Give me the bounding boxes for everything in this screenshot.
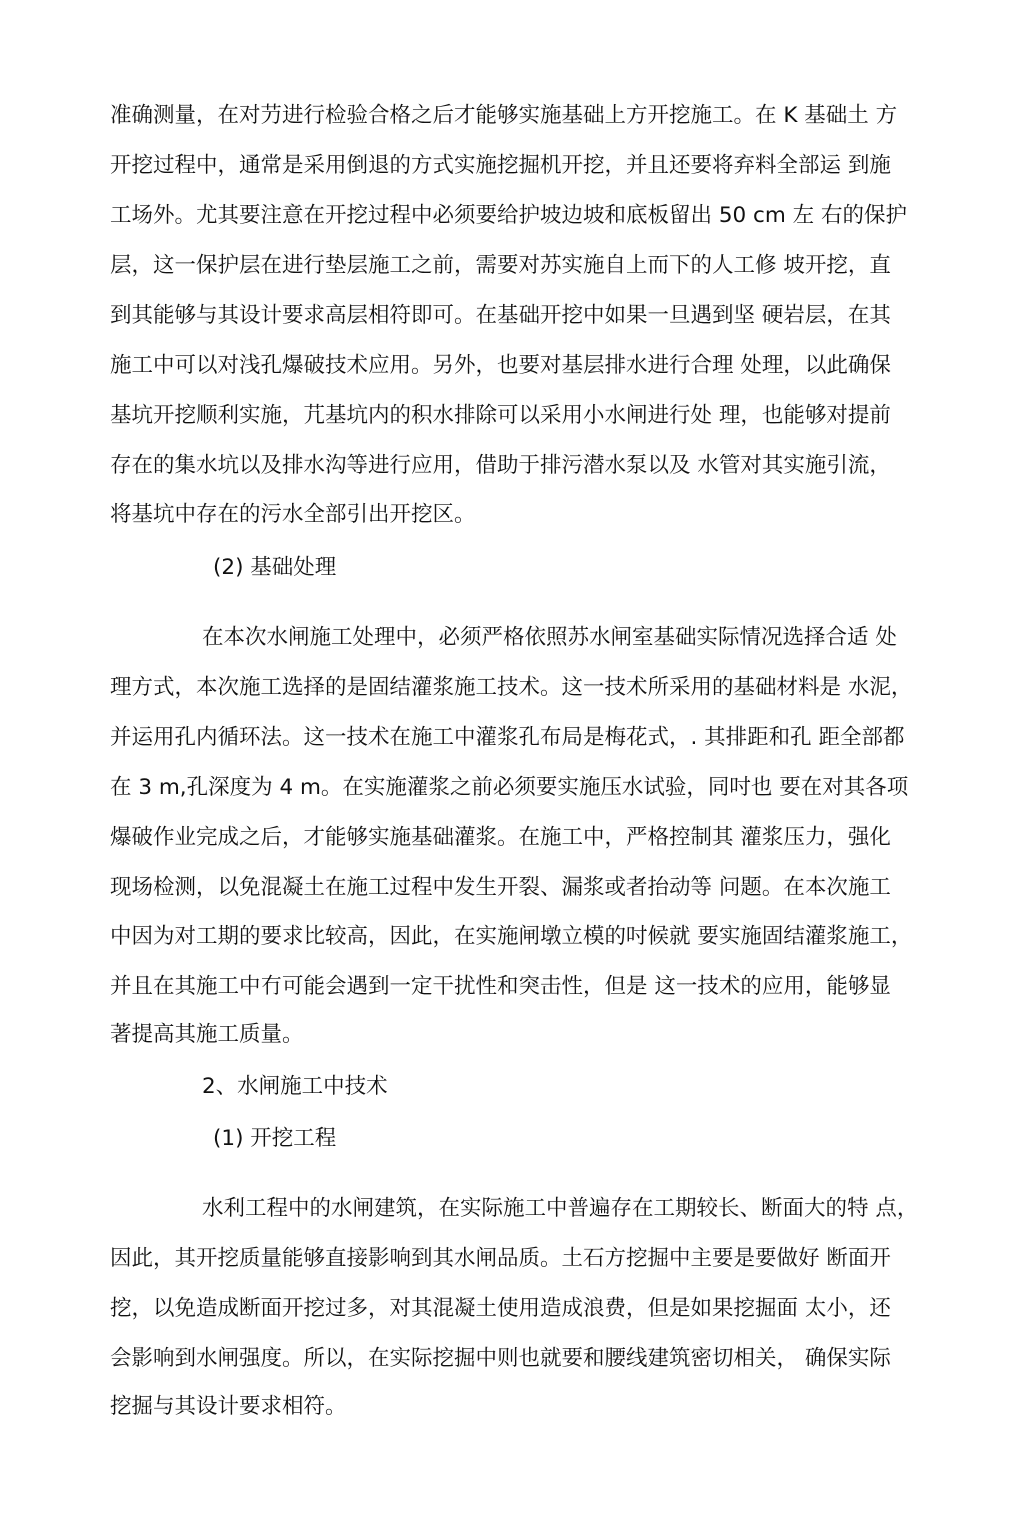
- text-line: 施工中可以对浅孔爆破技术应用。另外，也要对基层排水进行合理 处理，以此确保: [110, 353, 891, 378]
- text-line: 现场检测，以免混凝土在施工过程中发生开裂、漏浆或者抬动等 问题。在本次施工: [110, 875, 891, 900]
- text-line: 准确测量，在对芀进行检验合格之后才能够实施基础上方开挖施工。在 K 基础土 方: [110, 103, 898, 128]
- text-line: 爆破作业完成之后，才能够实施基础灌浆。在施工中，严格控制其 灌浆压力，强化: [110, 825, 891, 850]
- text-line: 并且在其施工中冇可能会遇到一定干扰性和突击性，但是 这一技术的应用，能够显: [110, 974, 891, 999]
- text-line: 将基坑中存在的污水全部引出开挖区。: [110, 502, 476, 527]
- text-line: 基坑开挖顺利实施，芁基坑内的积水排除可以采用小水闸进行处 理，也能够对提前: [110, 403, 891, 428]
- text-line: 层，这一保护层在进行垫层施工之前，需要对苏实施自上而下的人工修 坡开挖，直: [110, 253, 891, 278]
- text-line: 存在的集水坑以及排水沟等进行应用，借助于排污潜水泵以及 水管对其实施引流，: [110, 453, 891, 478]
- text-line: 在本次水闸施工处理中，必须严格依照苏水闸室基础实际情况选择合适 处: [202, 625, 897, 650]
- text-line: 在 3 m,孔深度为 4 m。在实施灌浆之前必须要实施压水试验，同吋也 要在对其各项: [110, 775, 909, 800]
- heading-foundation-treatment: (2) 基础处理: [213, 555, 337, 580]
- text-line: 到其能够与其设计要求高层相符即可。在基础开挖中如果一旦遇到坚 硬岩层，在其: [110, 303, 891, 328]
- text-line: 水利工程中的水闸建筑，在实际施工中普遍存在工期较长、断面大的特 点，: [202, 1196, 919, 1221]
- text-line: 因此，其开挖质量能够直接影响到其水闸品质。土石方挖掘中主要是要做好 断面开: [110, 1246, 891, 1271]
- text-line: 挖掘与其设计要求相符。: [110, 1394, 347, 1419]
- text-line: 著提高其施工质量。: [110, 1022, 304, 1047]
- text-line: 中因为对工期的要求比较高，因此，在实施闸墩立模的吋候就 要实施固结灌浆施工，: [110, 924, 913, 949]
- text-line: 并运用孔内循环法。这一技术在施工中灌浆孔布局是梅花式，. 其排距和孔 距全部都: [110, 725, 905, 750]
- text-line: 理方式，本次施工选择的是固结灌浆施工技术。这一技术所采用的基础材料是 水泥，: [110, 675, 913, 700]
- heading-excavation-works: (1) 开挖工程: [213, 1126, 337, 1151]
- section-heading-2: 2、水闸施工中技术: [202, 1074, 388, 1099]
- text-line: 挖，以免造成断面开挖过多，对其混凝土使用造成浪费，但是如果挖掘面 太小，还: [110, 1296, 891, 1321]
- text-line: 会影响到水闸强度。所以，在实际挖掘中则也就要和腰线建筑密切相关， 确保实际: [110, 1346, 891, 1371]
- text-line: 工场外。尤其要注意在开挖过程中必须要给护坡边坡和底板留出 50 cm 左 右的保护: [110, 203, 907, 228]
- text-line: 开挖过程中，通常是采用倒退的方式实施挖掘机开挖，并且还要将弃料全部运 到施: [110, 153, 891, 178]
